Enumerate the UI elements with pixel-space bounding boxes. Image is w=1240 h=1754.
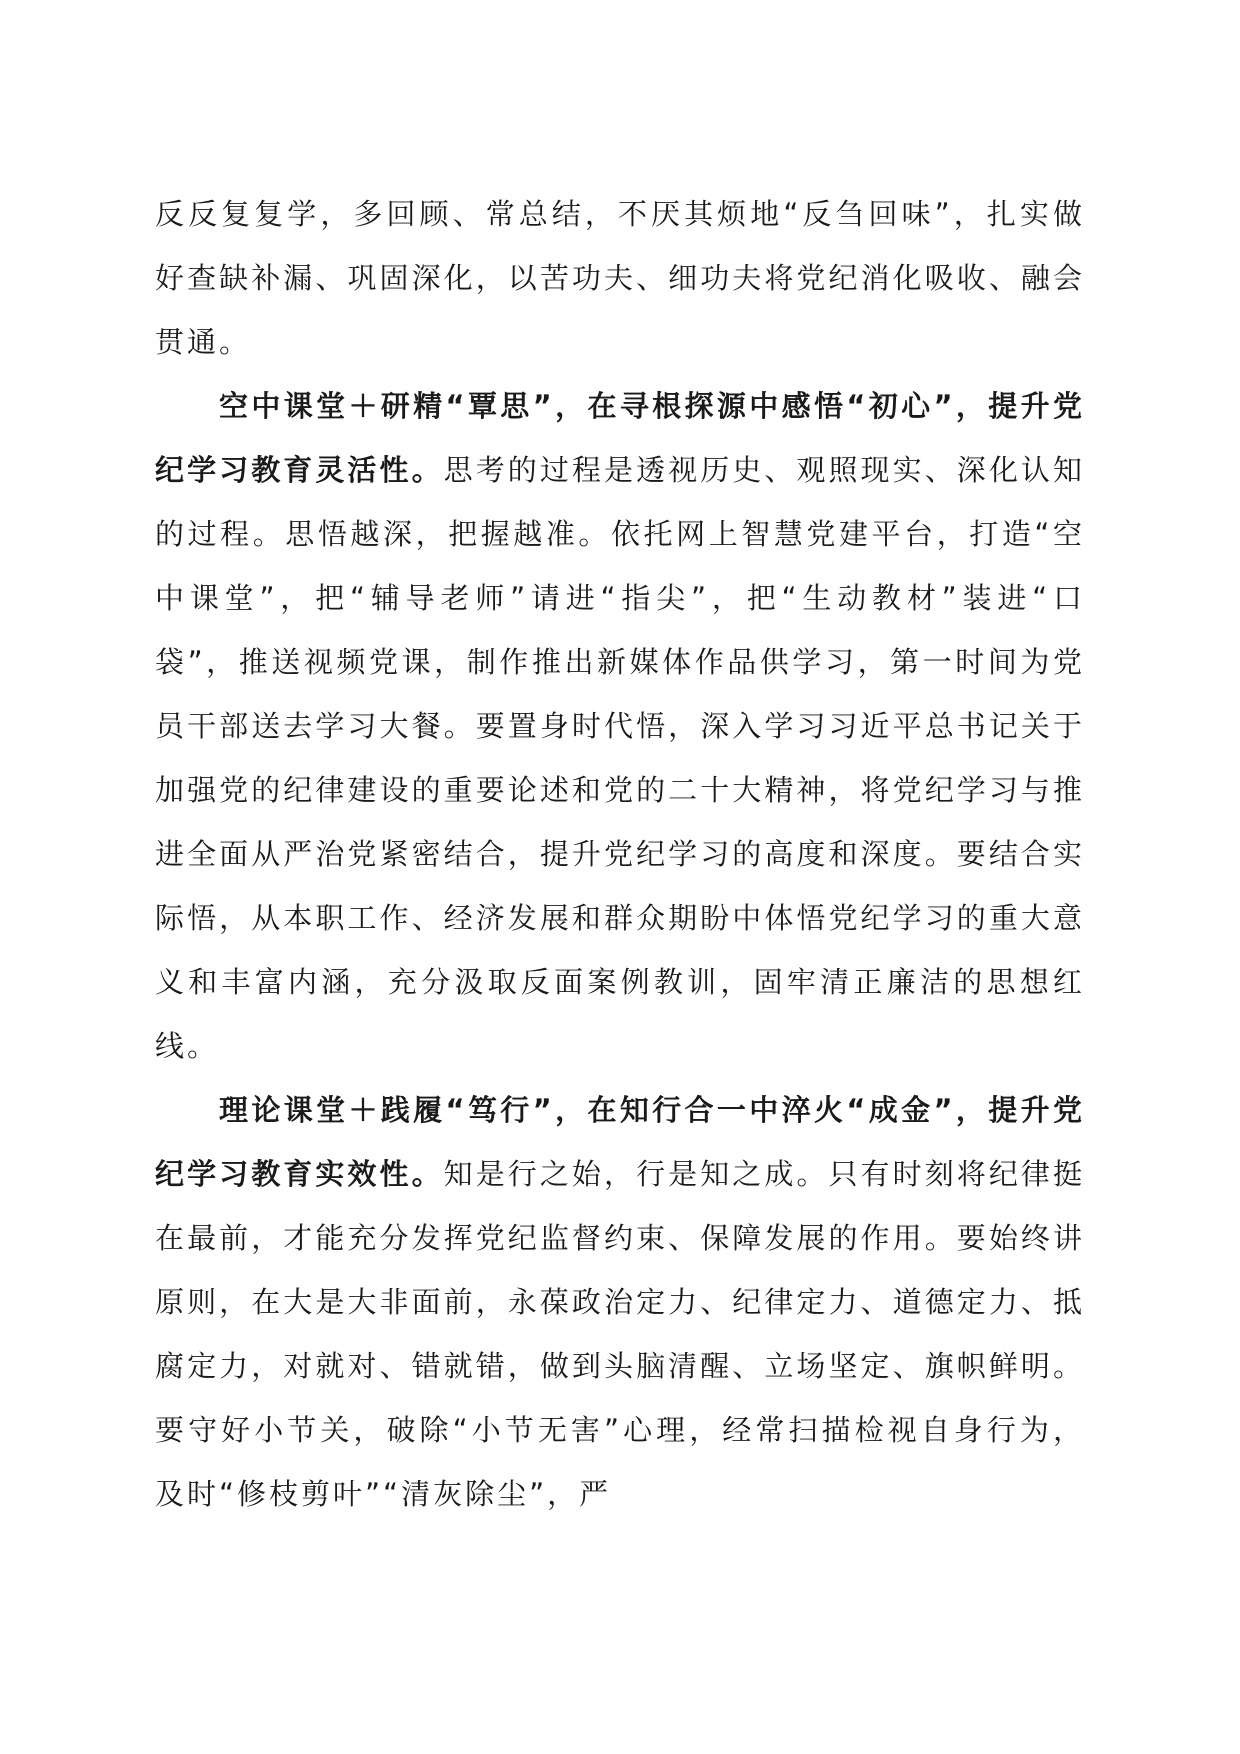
document-body (155, 182, 1085, 1526)
paragraph-body: 思考的过程是透视历史、观照现实、深化认知的过程。思悟越深，把握越准。依托网上智慧党建平台，打造“空中课堂”，把“辅导老师”请进“指尖”，把“生动教材”装进“口袋”，推送视频党课，制作推出新媒体作品供学习，第一时间为党员干部送去学习大餐。要置身时代悟，深入学习习近平总书记关于加强党的纪律建设的重要论述和党的二十大精神，将党纪学习与推进全面从严治党紧密结合，提升党纪学习的高度和深度。要结合实际悟，从本职工作、经济发展和群众期盼中体悟党纪学习的重大意义和丰富内涵，充分汲取反面案例教训，固牢清正廉洁的思想红线。 (155, 453, 1085, 1063)
paragraph-theory-classroom (155, 1078, 1085, 1526)
paragraph-continuation (155, 182, 1085, 374)
paragraph-heading: 理论课堂＋践履“笃行”，在知行合一中淬火“成金”，提升党纪学习教育实效性。 (155, 1093, 1085, 1191)
paragraph-heading: 空中课堂＋研精“覃思”，在寻根探源中感悟“初心”，提升党纪学习教育灵活性。 (155, 389, 1085, 487)
paragraph-body: 反反复复学，多回顾、常总结，不厌其烦地“反刍回味”，扎实做好查缺补漏、巩固深化，以苦功夫、细功夫将党纪消化吸收、融会贯通。 (155, 197, 1085, 359)
paragraph-sky-classroom (155, 374, 1085, 1078)
paragraph-body: 知是行之始，行是知之成。只有时刻将纪律挺在最前，才能充分发挥党纪监督约束、保障发展的作用。要始终讲原则，在大是大非面前，永葆政治定力、纪律定力、道德定力、抵腐定力，对就对、错就错，做到头脑清醒、立场坚定、旗帜鲜明。要守好小节关，破除“小节无害”心理，经常扫描检视自身行为，及时“修枝剪叶”“清灰除尘”，严 (155, 1157, 1085, 1511)
